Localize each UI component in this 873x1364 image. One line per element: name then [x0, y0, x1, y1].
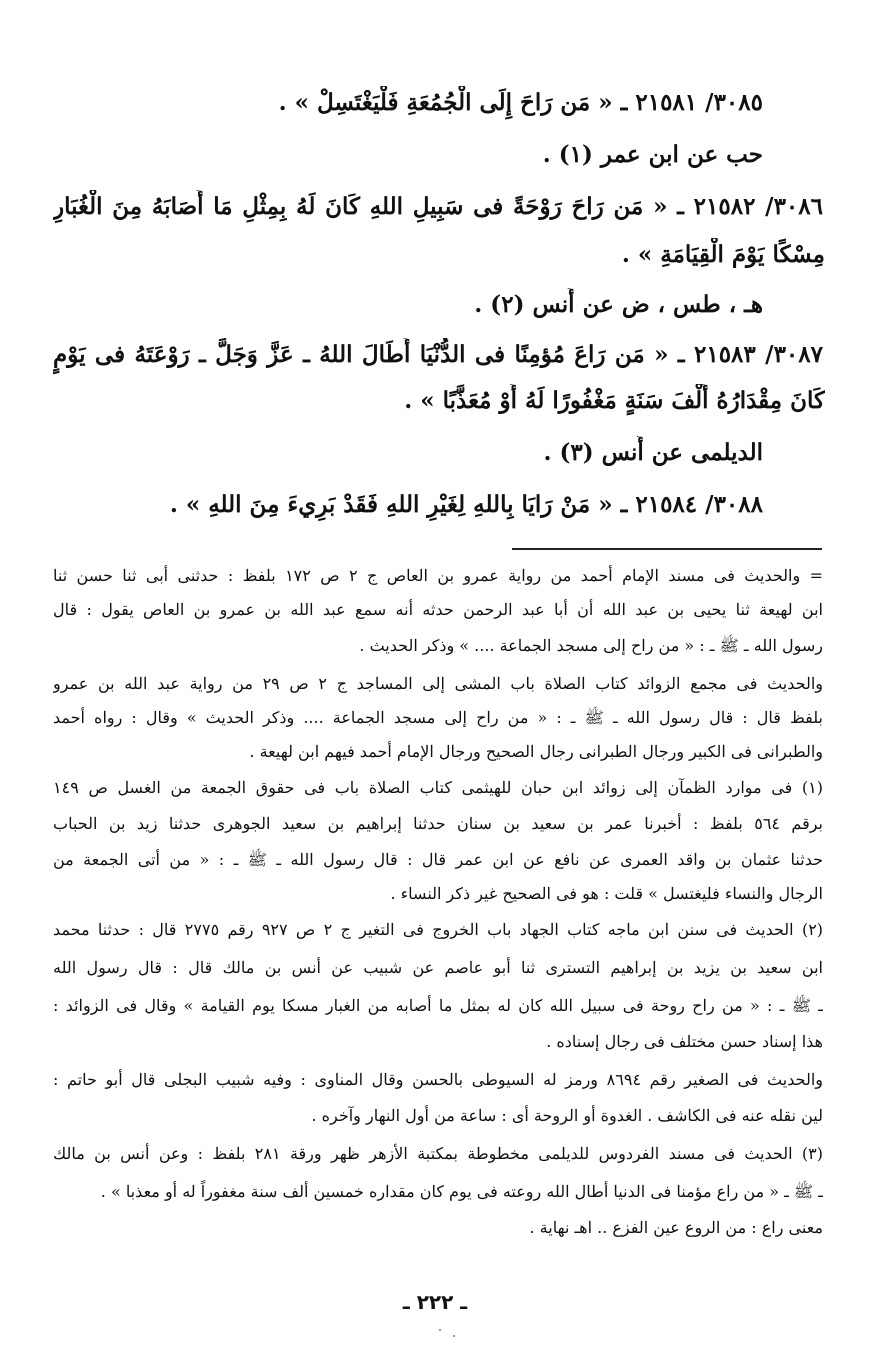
footnote-2-line: ـ ﷺ ـ : « من راح روحة فى سبيل الله كان له بمثل ما أصابه من الغبار مسكا يوم القيامة » وقال فى الزوائد : — [53, 996, 823, 1015]
hadith-3087-source: الديلمى عن أَنس (٣) . — [543, 439, 763, 466]
footnote-2-line: ابن سعيد بن يزيد بن إبراهيم التسترى ثنا أبو عاصم عن شبيب عن أنس بن مالك قال : قال رسول الله — [53, 958, 823, 977]
hadith-3087-line-2: كَانَ مِقْدَارُهُ أَلْفَ سَنَةٍ مَغْفُورًا لَهُ أَوْ مُعَذَّبًا » . — [404, 387, 825, 414]
footnote-2-line: والحديث فى الصغير رقم ٨٦٩٤ ورمز له السيوطى بالحسن وقال المناوى : وفيه شبيب البجلى قال أبو حاتم : — [53, 1070, 823, 1089]
scan-speck — [435, 1325, 465, 1345]
footnote-line: والطبرانى فى الكبير ورجال الطبرانى رجال الصحيح ورجال الإمام أحمد فيهم ابن لهيعة . — [249, 742, 823, 761]
footnote-line: ابن لهيعة ثنا يحيى بن عبد الله أن أبا عبد الرحمن حدثه أنه سمع عبد الله بن عمرو بن العاص يقول : قال — [53, 600, 823, 619]
hadith-3086-line-1: ٣٠٨٦/ ٢١٥٨٢ ـ « مَن رَاحَ رَوْحَةً فى سَبِيلِ اللهِ كَانَ لَهُ بِمِثْلِ مَا أَصَابَهُ مِنَ الْغُبَارِ — [53, 193, 823, 220]
footnote-separator — [512, 548, 822, 550]
footnote-line: والحديث فى مجمع الزوائد كتاب الصلاة باب المشى إلى المساجد ج ٢ ص ٢٩ من رواية عبد الله بن عمرو — [53, 674, 823, 693]
footnote-1-line: حدثنا عثمان بن واقد العمرى عن نافع عن ابن عمر قال : قال رسول الله ـ ﷺ ـ : « من أتى الجمعة من — [53, 850, 823, 869]
footnote-2-line: هذا إسناد حسن مختلف فى رجال إسناده . — [546, 1032, 823, 1051]
footnote-3-line: (٣) الحديث فى مسند الفردوس للديلمى مخطوطة بمكتبة الأزهر ظهر ورقة ٢٨١ بلفظ : وعن أنس بن مالك — [53, 1144, 823, 1163]
hadith-3085-source: حب عن ابن عمر (١) . — [542, 141, 763, 168]
footnote-line: بلفظ قال : قال رسول الله ـ ﷺ ـ : « من راح إلى مسجد الجماعة .... وذكر الحديث » وقال : رواه أحمد — [53, 708, 823, 727]
hadith-3087-line-1: ٣٠٨٧/ ٢١٥٨٣ ـ « مَن رَاعَ مُؤمِنًا فى الدُّنْيَا أَطَالَ اللهُ ـ عَزَّ وَجَلَّ ـ رَوْعَتَهُ فى يَوْمٍ — [53, 341, 823, 368]
footnote-2-line: لين نقله عنه فى الكاشف . الغدوة أو الروحة أى : ساعة من أول النهار وآخره . — [311, 1106, 823, 1125]
footnote-3-line: معنى راع : من الروع عين الفزع .. اهـ نهاية . — [529, 1218, 823, 1237]
footnote-1-line: (١) فى موارد الظمآن إلى زوائد ابن حبان للهيثمى كتاب الصلاة باب فى حقوق الجمعة من الغسل ص ١٤٩ — [53, 778, 823, 797]
hadith-3088-line: ٣٠٨٨/ ٢١٥٨٤ ـ « مَنْ رَايَا بِاللهِ لِغَيْرِ اللهِ فَقَدْ بَرِيءَ مِنَ اللهِ » . — [169, 491, 763, 518]
footnote-2-line: (٢) الحديث فى سنن ابن ماجه كتاب الجهاد باب الخروج فى التغير ج ٢ ص ٩٢٧ رقم ٢٧٧٥ قال : حدثنا محمد — [53, 920, 823, 939]
footnote-line: رسول الله ـ ﷺ ـ : « من راح إلى مسجد الجماعة .... » وذكر الحديث . — [359, 636, 823, 655]
page-number: ـ ٢٢٢ ـ — [402, 1290, 468, 1314]
footnote-1-line: الرجال والنساء فليغتسل » قلت : هو فى الصحيح غير ذكر النساء . — [390, 884, 823, 903]
footnote-1-line: برقم ٥٦٤ بلفظ : أخبرنا عمر بن سعيد بن سنان حدثنا إبراهيم بن سعيد الجوهرى حدثنا زيد بن الحباب — [53, 814, 823, 833]
hadith-3086-source: هـ ، طس ، ض عن أَنس (٢) . — [474, 291, 763, 318]
footnote-line: = والحديث فى مسند الإمام أحمد من رواية عمرو بن العاص ج ٢ ص ١٧٢ بلفظ : حدثنى أبى ثنا حسن ثنا — [53, 566, 823, 585]
hadith-3086-line-2: مِسْكًا يَوْمَ الْقِيَامَةِ » . — [621, 241, 825, 268]
footnote-3-line: ـ ﷺ ـ « من راع مؤمنا فى الدنيا أطال الله روعته فى يوم كان مقداره خمسين ألف سنة مغفوراً له أو معذبا » . — [100, 1182, 823, 1201]
hadith-3085-line: ٣٠٨٥/ ٢١٥٨١ ـ « مَن رَاحَ إِلَى الْجُمُعَةِ فَلْيَغْتَسِلْ » . — [278, 89, 763, 116]
